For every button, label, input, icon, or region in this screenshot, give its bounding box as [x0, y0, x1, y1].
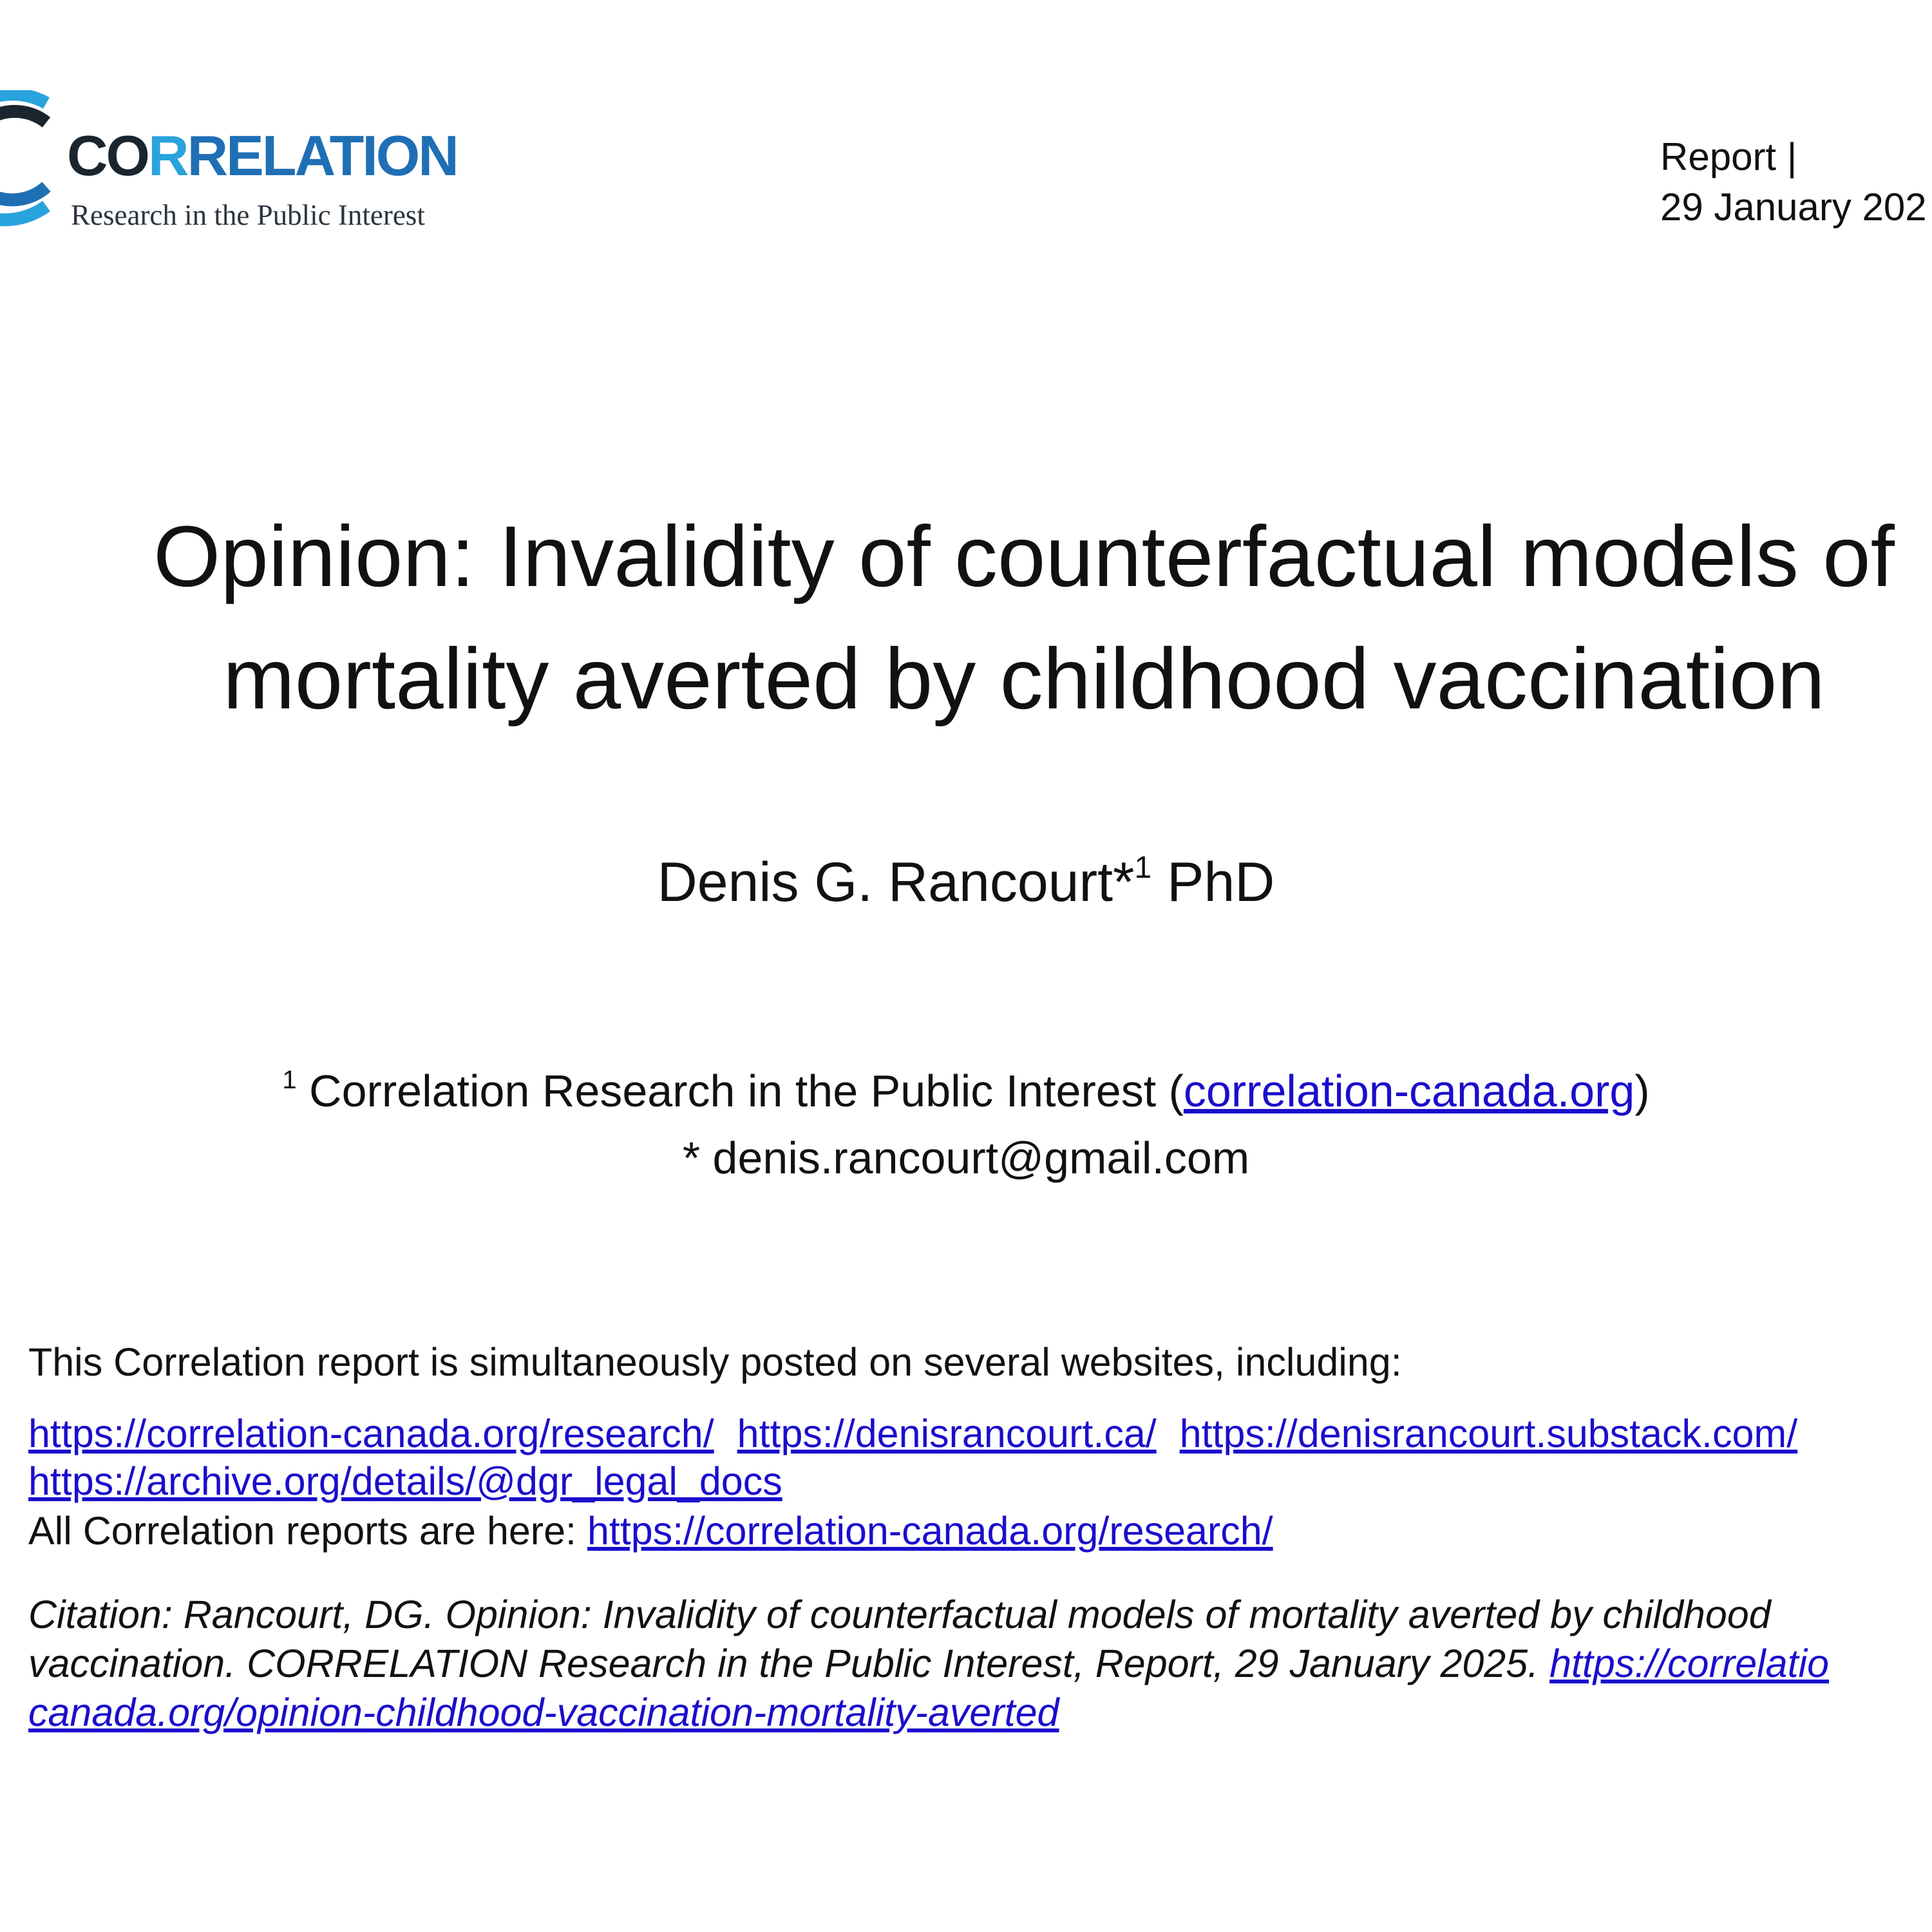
notes-section — [28, 1336, 1932, 1737]
posting-links — [28, 1410, 1932, 1505]
all-reports-label: All Correlation reports are here: — [28, 1509, 587, 1553]
citation-link-part1[interactable]: https://correlatio — [1549, 1642, 1830, 1685]
report-label: Report | — [1660, 135, 1797, 178]
link-denisrancourt[interactable]: https://denisrancourt.ca/ — [737, 1412, 1157, 1455]
correlation-logo — [0, 90, 489, 238]
author-line — [0, 850, 1932, 914]
citation-line-2 — [28, 1639, 1932, 1688]
report-meta — [1660, 132, 1927, 232]
posting-links-row — [28, 1410, 1932, 1457]
citation-line-3 — [28, 1688, 1932, 1737]
author-name: Denis G. Rancourt* — [657, 851, 1135, 913]
author-affil-marker: 1 — [1134, 851, 1152, 885]
citation-link-part2[interactable]: canada.org/opinion-childhood-vaccination-mortality-averted — [28, 1690, 1059, 1734]
link-substack[interactable]: https://denisrancourt.substack.com/ — [1179, 1412, 1798, 1455]
affil-marker: 1 — [282, 1066, 297, 1094]
logo-wordmark — [67, 124, 457, 187]
citation-text: vaccination. CORRELATION Research in the Public Interest, Report, 29 January 2025. — [28, 1642, 1550, 1685]
link-archive[interactable]: https://archive.org/details/@dgr_legal_docs — [28, 1459, 782, 1503]
title-line-2: mortality averted by childhood vaccination — [223, 631, 1825, 727]
all-reports-line — [28, 1505, 1932, 1557]
citation-block — [28, 1590, 1932, 1737]
affil-website-link[interactable]: correlation-canada.org — [1183, 1066, 1635, 1116]
affil-close-paren: ) — [1634, 1066, 1650, 1116]
document-title — [58, 496, 1932, 741]
report-date: 29 January 202 — [1660, 185, 1927, 229]
affiliation-block — [0, 1046, 1932, 1191]
logo-tagline: Research in the Public Interest — [71, 199, 425, 231]
title-line-1: Opinion: Invalidity of counterfactual models of — [153, 509, 1895, 605]
posting-links-row-2 — [28, 1457, 1932, 1505]
link-correlation-research[interactable]: https://correlation-canada.org/research/ — [28, 1412, 714, 1455]
citation-line-1: Citation: Rancourt, DG. Opinion: Invalidity of counterfactual models of mortality averted by childhood — [28, 1593, 1771, 1636]
all-reports-link[interactable]: https://correlation-canada.org/research/ — [587, 1509, 1273, 1553]
affil-org: Correlation Research in the Public Interest ( — [296, 1066, 1184, 1116]
author-degree: PhD — [1151, 851, 1275, 913]
logo-word-part2: R — [148, 124, 187, 187]
affiliation-line — [0, 1046, 1932, 1124]
logo-word-part1: CO — [67, 124, 148, 187]
affil-email: * denis.rancourt@gmail.com — [682, 1133, 1250, 1183]
posted-intro: This Correlation report is simultaneously posted on several websites, including: — [28, 1340, 1402, 1384]
logo-mark-icon — [0, 90, 64, 238]
logo-word-part3: RELATION — [187, 124, 457, 187]
